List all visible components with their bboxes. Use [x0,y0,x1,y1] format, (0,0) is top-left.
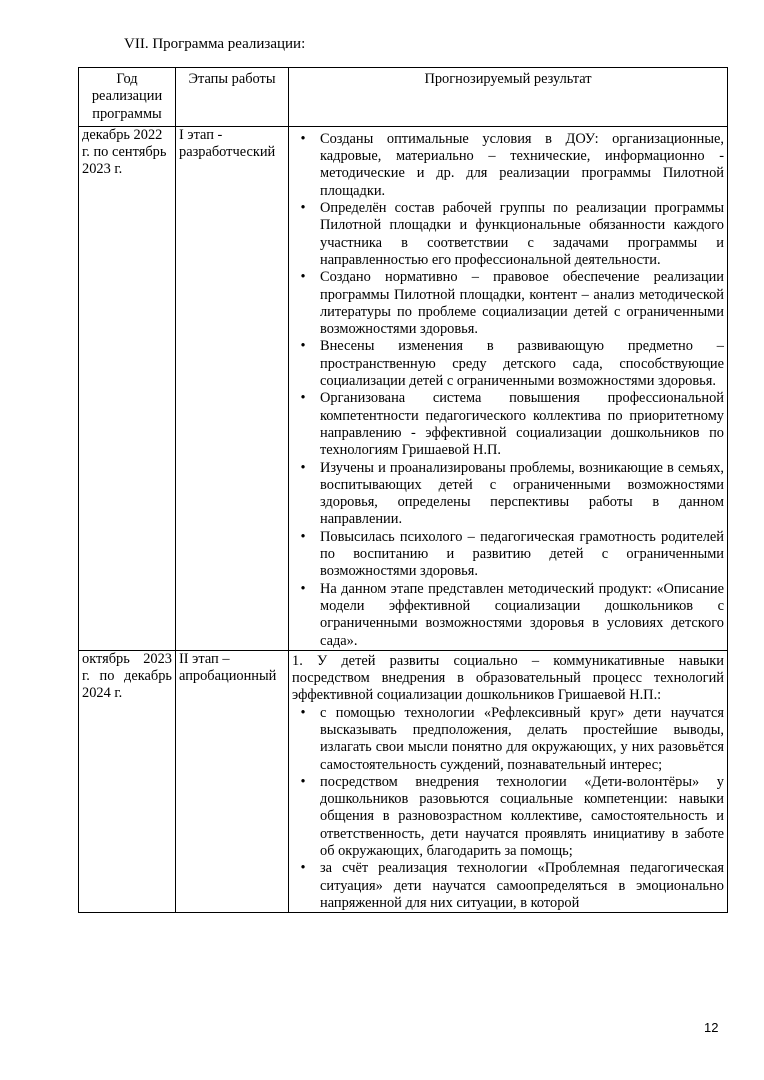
list-item [292,338,724,390]
list-item-text: за счёт реализация технологии «Проблемная педагогическая ситуация» дети научатся самоопределяться в эмоционально напряженной для них ситуации, в которой [320,860,724,911]
bullet-icon: • [300,390,306,407]
bullet-icon: • [300,528,306,545]
list-item [292,860,724,912]
bullet-icon: • [300,338,306,355]
stage-cell: I этап - разработческий [176,126,289,650]
bullet-icon: • [300,200,306,217]
list-item-text: Внесены изменения в развивающую предметно – пространственную среду детского сада, способствующие социализации детей с ограниченными возможностями здоровья. [320,338,724,390]
page-number: 12 [704,1020,719,1035]
list-item-text: Создано нормативно – правовое обеспечение реализации программы Пилотной площадки, контент – анализ методической литературы по проблеме социализации детей с ограниченными возможностями здоровья. [320,269,724,338]
table-header-row [79,68,728,127]
list-item [292,774,724,860]
bullet-icon: • [300,704,306,721]
result-intro: 1. У детей развиты социально – коммуникативные навыки посредством внедрения в образовательный процесс технологий эффективной социализации дошкольников Гришаевой Н.П.: [292,652,724,704]
bullet-icon: • [300,773,306,790]
stage-cell: II этап – апробационный [176,650,289,912]
list-item-text: Изучены и проанализированы проблемы, возникающие в семьях, воспитывающих детей с ограниченными возможностями здоровья, определены перспективы работы в данном направлении. [320,459,724,528]
bullet-icon: • [300,580,306,597]
table-row [79,126,728,650]
bullet-icon: • [300,860,306,877]
bullet-icon: • [300,130,306,147]
bullet-icon: • [300,269,306,286]
list-item-text: На данном этапе представлен методический продукт: «Описание модели эффективной социализации дошкольников с ограниченными возможностями здоровья в условиях детского сада». [320,580,724,649]
table-row [79,650,728,912]
year-cell: декабрь 2022 г. по сентябрь 2023 г. [79,126,176,650]
list-item [292,460,724,529]
list-item-text: Определён состав рабочей группы по реализации программы Пилотной площадки и функциональные обязанности каждого участника в соответствии с задачами программы и направленностью его профессиональной деятельности. [320,200,724,268]
header-stage: Этапы работы [176,68,289,127]
section-heading: VII. Программа реализации: [124,36,306,52]
result-list [292,705,724,913]
year-cell: октябрь 2023 г. по декабрь 2024 г. [79,650,176,912]
implementation-table [78,67,728,913]
list-item [292,269,724,338]
header-year: Год реализации программы [79,68,176,127]
list-item [292,390,724,459]
result-cell [289,650,728,912]
list-item [292,529,724,581]
list-item-text: Организована система повышения профессиональной компетентности педагогического коллектива по приоритетному направлению - эффективной социализации дошкольников по технологиям Гришаевой Н.П. [320,390,724,459]
header-result: Прогнозируемый результат [289,68,728,127]
result-list [292,127,724,650]
list-item [292,200,724,269]
bullet-icon: • [300,459,306,476]
list-item-text: Созданы оптимальные условия в ДОУ: организационные, кадровые, материально – технические, информационно - методические и др. для реализации программы Пилотной площадки. [320,130,724,199]
list-item-text: посредством внедрения технологии «Дети-волонтёры» у дошкольников разовьются социальные компетенции: навыки общения в разновозрастном коллективе, самостоятельность и ответственность, дети научатся проявлять инициативу в заботе об окружающих, благодарить за помощь; [320,773,724,860]
list-item [292,705,724,774]
list-item [292,131,724,200]
list-item-text: Повысилась психолого – педагогическая грамотность родителей по воспитанию и развитию детей с ограниченными возможностями здоровья. [320,528,724,580]
list-item-text: с помощью технологии «Рефлексивный круг» дети научатся высказывать предположения, делать простейшие выводы, излагать свои мысли понятно для окружающих, у них разовьётся самостоятельность суждений, познавательный интерес; [320,704,724,773]
result-cell [289,126,728,650]
list-item [292,581,724,650]
